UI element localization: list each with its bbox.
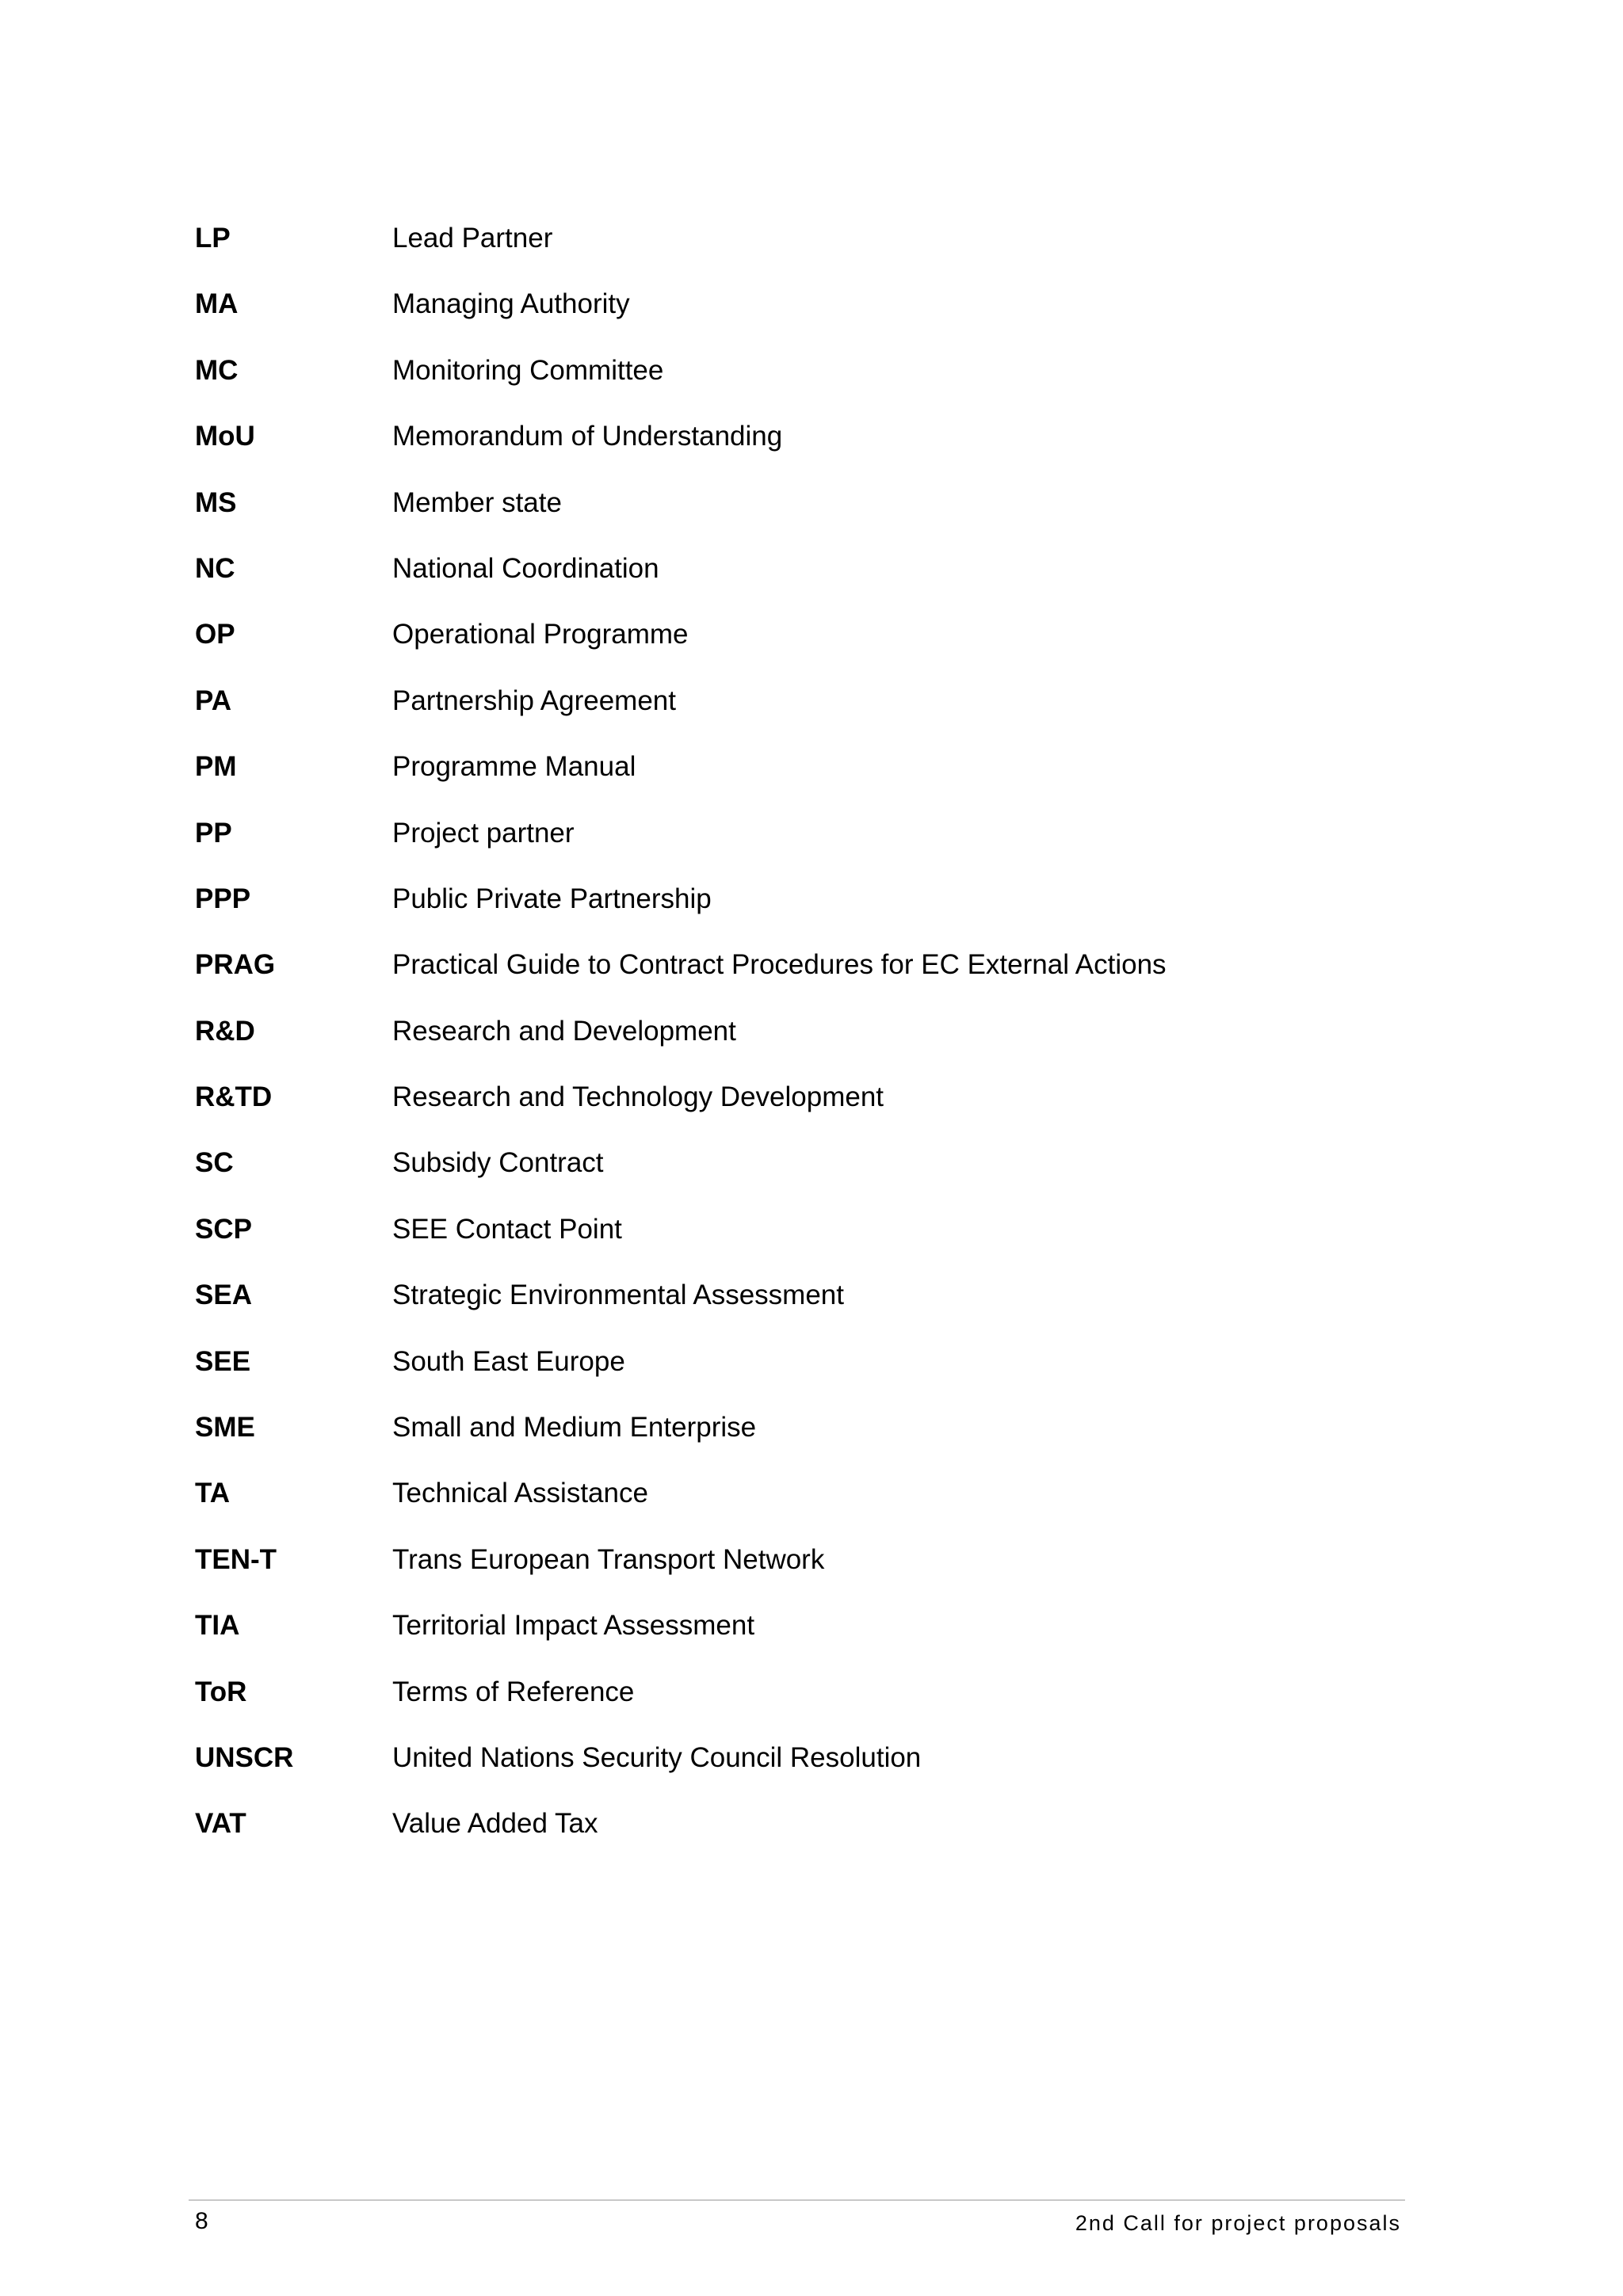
abbreviation-definition: Strategic Environmental Assessment — [392, 1280, 844, 1311]
abbreviation-row — [195, 744, 1463, 810]
footer-divider — [189, 2199, 1405, 2201]
abbreviation-term: TEN-T — [195, 1543, 277, 1575]
abbreviation-row — [195, 1140, 1463, 1206]
abbreviation-definition: Small and Medium Enterprise — [392, 1412, 757, 1444]
abbreviation-row — [195, 1074, 1463, 1140]
abbreviation-row — [195, 1339, 1463, 1405]
abbreviation-row — [195, 1405, 1463, 1470]
abbreviation-definition: Project partner — [392, 817, 575, 849]
abbreviation-row — [195, 942, 1463, 1008]
abbreviation-definition: Terms of Reference — [392, 1676, 635, 1707]
abbreviation-definition: Monitoring Committee — [392, 354, 664, 386]
abbreviation-definition: Operational Programme — [392, 619, 689, 650]
abbreviation-definition: Practical Guide to Contract Procedures for EC External Actions — [392, 949, 1167, 981]
abbreviation-row — [195, 612, 1463, 677]
abbreviation-row — [195, 1272, 1463, 1338]
abbreviation-term: PPP — [195, 883, 251, 914]
abbreviation-term: MoU — [195, 421, 255, 452]
abbreviation-definition: SEE Contact Point — [392, 1213, 622, 1245]
abbreviation-term: VAT — [195, 1808, 246, 1840]
abbreviation-definition: Territorial Impact Assessment — [392, 1610, 755, 1642]
abbreviation-row — [195, 414, 1463, 479]
abbreviation-definition: Subsidy Contract — [392, 1147, 604, 1179]
abbreviation-term: MA — [195, 288, 239, 320]
abbreviation-term: UNSCR — [195, 1741, 294, 1773]
abbreviation-term: MS — [195, 486, 237, 518]
abbreviation-term: TIA — [195, 1610, 240, 1642]
abbreviation-row — [195, 1470, 1463, 1536]
abbreviation-row — [195, 1735, 1463, 1801]
abbreviation-term: SCP — [195, 1213, 252, 1245]
abbreviation-term: R&TD — [195, 1081, 273, 1113]
abbreviation-term: SC — [195, 1147, 234, 1179]
abbreviation-row — [195, 1669, 1463, 1735]
abbreviation-definition: Research and Technology Development — [392, 1081, 884, 1113]
abbreviation-definition: Public Private Partnership — [392, 883, 712, 914]
abbreviation-term: ToR — [195, 1676, 247, 1707]
abbreviation-term: PRAG — [195, 949, 276, 981]
abbreviation-term: PA — [195, 685, 232, 716]
abbreviation-term: SEE — [195, 1345, 251, 1377]
abbreviation-definition: Memorandum of Understanding — [392, 421, 783, 452]
abbreviation-row — [195, 876, 1463, 942]
abbreviation-row — [195, 678, 1463, 744]
abbreviation-definition: Research and Development — [392, 1015, 736, 1047]
abbreviation-term: PM — [195, 751, 237, 783]
abbreviation-term: LP — [195, 223, 231, 254]
abbreviation-row — [195, 810, 1463, 876]
abbreviation-term: R&D — [195, 1015, 255, 1047]
abbreviation-row — [195, 1603, 1463, 1669]
footer-document-title: 2nd Call for project proposals — [1075, 2211, 1401, 2235]
abbreviation-row — [195, 1537, 1463, 1603]
abbreviation-definition: Member state — [392, 486, 562, 518]
abbreviation-row — [195, 281, 1463, 347]
abbreviation-term: NC — [195, 552, 235, 584]
abbreviation-definition: Partnership Agreement — [392, 685, 676, 716]
abbreviation-row — [195, 1801, 1463, 1867]
abbreviation-row — [195, 480, 1463, 546]
abbreviation-row — [195, 348, 1463, 414]
abbreviation-definition: Programme Manual — [392, 751, 636, 783]
page-number: 8 — [195, 2208, 208, 2234]
abbreviation-row — [195, 1207, 1463, 1272]
abbreviation-row — [195, 215, 1463, 281]
abbreviation-definition: Trans European Transport Network — [392, 1543, 825, 1575]
abbreviation-term: MC — [195, 354, 239, 386]
abbreviation-definition: South East Europe — [392, 1345, 625, 1377]
abbreviation-list — [195, 215, 1463, 1867]
abbreviation-term: SEA — [195, 1280, 252, 1311]
abbreviation-definition: Lead Partner — [392, 223, 553, 254]
abbreviation-definition: Technical Assistance — [392, 1478, 648, 1509]
abbreviation-term: OP — [195, 619, 235, 650]
abbreviation-row — [195, 546, 1463, 612]
abbreviation-definition: United Nations Security Council Resolution — [392, 1741, 922, 1773]
abbreviation-term: TA — [195, 1478, 231, 1509]
abbreviation-definition: Managing Authority — [392, 288, 630, 320]
abbreviation-row — [195, 1009, 1463, 1074]
abbreviation-definition: Value Added Tax — [392, 1808, 598, 1840]
abbreviation-term: SME — [195, 1412, 255, 1444]
abbreviation-term: PP — [195, 817, 232, 849]
abbreviation-definition: National Coordination — [392, 552, 659, 584]
